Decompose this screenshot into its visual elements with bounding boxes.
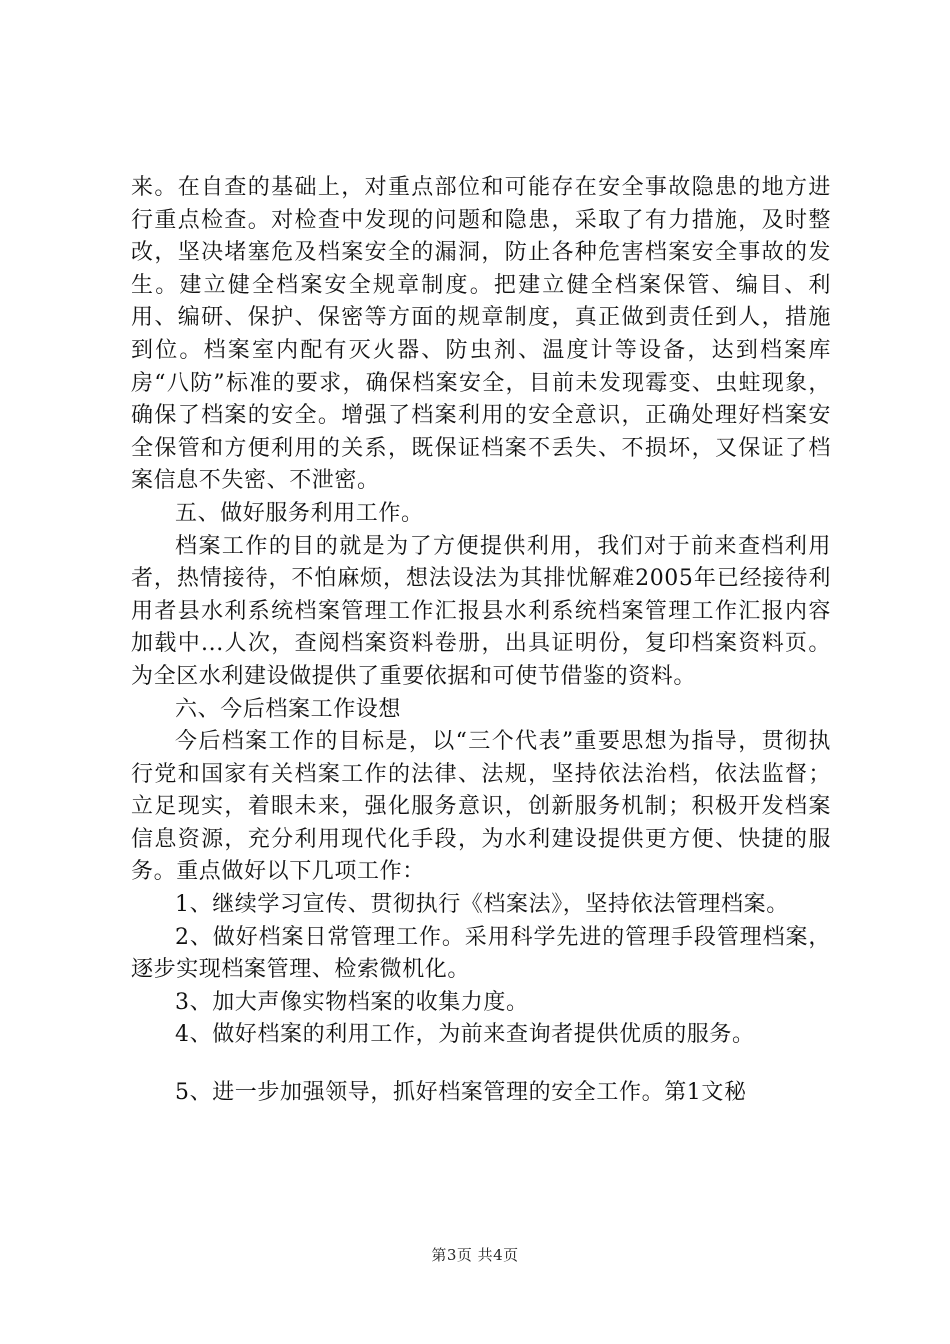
paragraph-service-utilization: 档案工作的目的就是为了方便提供利用，我们对于前来查档利用者，热情接待，不怕麻烦，想法设法为其排忧解难2005年已经接待利用者县水利系统档案管理工作汇报县水利系统档案管理工作汇报内容加载中...人次，查阅档案资料卷册，出具证明份，复印档案资料页。为全区水利建设做提供了重要依据和可使节借鉴的资料。 xyxy=(131,533,831,689)
paragraph-future-goals: 今后档案工作的目标是，以“三个代表”重要思想为指导，贯彻执行党和国家有关档案工作的法律、法规，坚持依法治档，依法监督；立足现实，着眼未来，强化服务意识，创新服务机制；积极开发档案信息资源，充分利用现代化手段，为水利建设提供更方便、快捷的服务。重点做好以下几项工作： xyxy=(131,729,831,885)
document-body xyxy=(131,172,831,1110)
list-item-4: 4、做好档案的利用工作，为前来查询者提供优质的服务。 xyxy=(175,1022,755,1048)
list-item-5: 5、进一步加强领导，抓好档案管理的安全工作。第1文秘 xyxy=(175,1080,747,1106)
heading-future-plans: 六、今后档案工作设想 xyxy=(175,696,402,722)
paragraph-safety-continued: 来。在自查的基础上，对重点部位和可能存在安全事故隐患的地方进行重点检查。对检查中发现的问题和隐患，采取了有力措施，及时整改，坚决堵塞危及档案安全的漏洞，防止各种危害档案安全事故的发生。建立健全档案安全规章制度。把建立健全档案保管、编目、利用、编研、保护、保密等方面的规章制度，真正做到责任到人，措施到位。档案室内配有灭火器、防虫剂、温度计等设备，达到档案库房“八防”标准的要求，确保档案安全，目前未发现霉变、虫蛀现象，确保了档案的安全。增强了档案利用的安全意识，正确处理好档案安全保管和方便利用的关系，既保证档案不丢失、不损坏，又保证了档案信息不失密、不泄密。 xyxy=(131,175,831,494)
heading-service-utilization: 五、做好服务利用工作。 xyxy=(175,500,424,526)
list-item-2: 2、做好档案日常管理工作。采用科学先进的管理手段管理档案，逐步实现档案管理、检索微机化。 xyxy=(131,924,831,983)
page-number-footer: 第3页 共4页 xyxy=(431,1246,519,1264)
list-item-1: 1、继续学习宣传、贯彻执行《档案法》，坚持依法管理档案。 xyxy=(175,892,789,918)
list-item-3: 3、加大声像实物档案的收集力度。 xyxy=(175,989,529,1015)
